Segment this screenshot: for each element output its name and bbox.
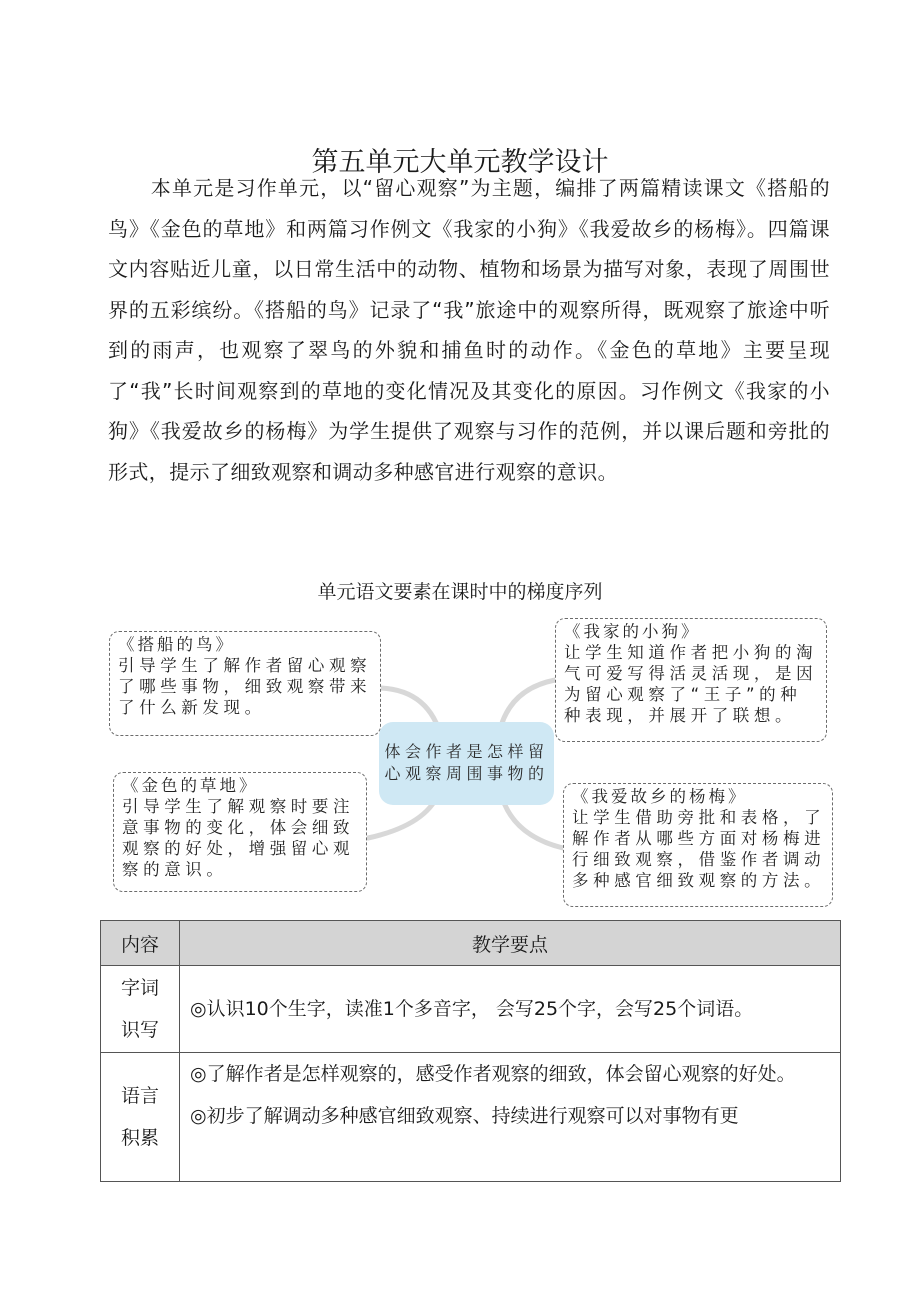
node-text: 引导学生了解观察时要注意事物的变化，体会细致观察的好处，增强留心观察的意识。 <box>122 797 355 879</box>
mindmap-node-xiaogou <box>555 618 827 742</box>
teaching-points-table <box>100 920 841 1182</box>
row-points <box>180 966 841 1053</box>
document-title: 第五单元大单元教学设计 <box>311 147 609 178</box>
mindmap-node-dachuan <box>109 631 381 736</box>
header-teaching-points: 教学要点 <box>180 921 841 966</box>
table-row <box>101 1053 841 1182</box>
category-text: 语言积累 <box>120 1085 159 1149</box>
table-row <box>101 966 841 1053</box>
category-text: 字词识写 <box>120 977 159 1041</box>
node-title: 《我爱故乡的杨梅》 <box>572 787 748 806</box>
mindmap-node-caodi <box>113 772 367 892</box>
point-item: ◎初步了解调动多种感官细致观察、持续进行观察可以对事物有更 <box>190 1105 739 1127</box>
row-category <box>101 966 180 1053</box>
header-content: 内容 <box>101 921 180 966</box>
diagram-title: 单元语文要素在课时中的梯度序列 <box>317 581 603 603</box>
node-title: 《金色的草地》 <box>122 776 259 795</box>
mindmap-node-yangmei <box>563 783 833 907</box>
row-points <box>180 1053 841 1182</box>
node-title: 《我家的小狗》 <box>564 622 701 641</box>
node-text: 让学生知道作者把小狗的淘气可爱写得活灵活现，是因为留心观察了“王子”的种种表现，并展开了联想。 <box>564 643 818 725</box>
node-text: 让学生借助旁批和表格，了解作者从哪些方面对杨梅进行细致观察，借鉴作者调动多种感官细致观察的方法。 <box>572 808 826 890</box>
mindmap-center: 体会作者是怎样留心观察周围事物的 <box>379 722 554 805</box>
point-item: ◎认识10个生字，读准1个多音字， 会写25个字，会写25个词语。 <box>190 998 754 1020</box>
row-category <box>101 1053 180 1182</box>
table-header-row <box>101 921 841 966</box>
node-title: 《搭船的鸟》 <box>118 635 235 654</box>
intro-text: 本单元是习作单元，以“留心观察”为主题，编排了两篇精读课文《搭船的鸟》《金色的草地》和两篇习作例文《我家的小狗》《我爱故乡的杨梅》。四篇课文内容贴近儿童，以日常生活中的动物、植物和场景为描写对象，表现了周围世界的五彩缤纷。《搭船的鸟》记录了“我”旅途中的观察所得，既观察了旅途中听到的雨声，也观察了翠鸟的外貌和捕鱼时的动作。《金色的草地》主要呈现了“我”长时间观察到的草地的变化情况及其变化的原因。习作例文《我家的小狗》《我爱故乡的杨梅》为学生提供了观察与习作的范例，并以课后题和旁批的形式，提示了细致观察和调动多种感官进行观察的意识。 <box>108 176 830 484</box>
node-text: 引导学生了解作者留心观察了哪些事物，细致观察带来了什么新发现。 <box>118 656 372 717</box>
point-item: ◎了解作者是怎样观察的，感受作者观察的细致，体会留心观察的好处。 <box>190 1063 796 1085</box>
